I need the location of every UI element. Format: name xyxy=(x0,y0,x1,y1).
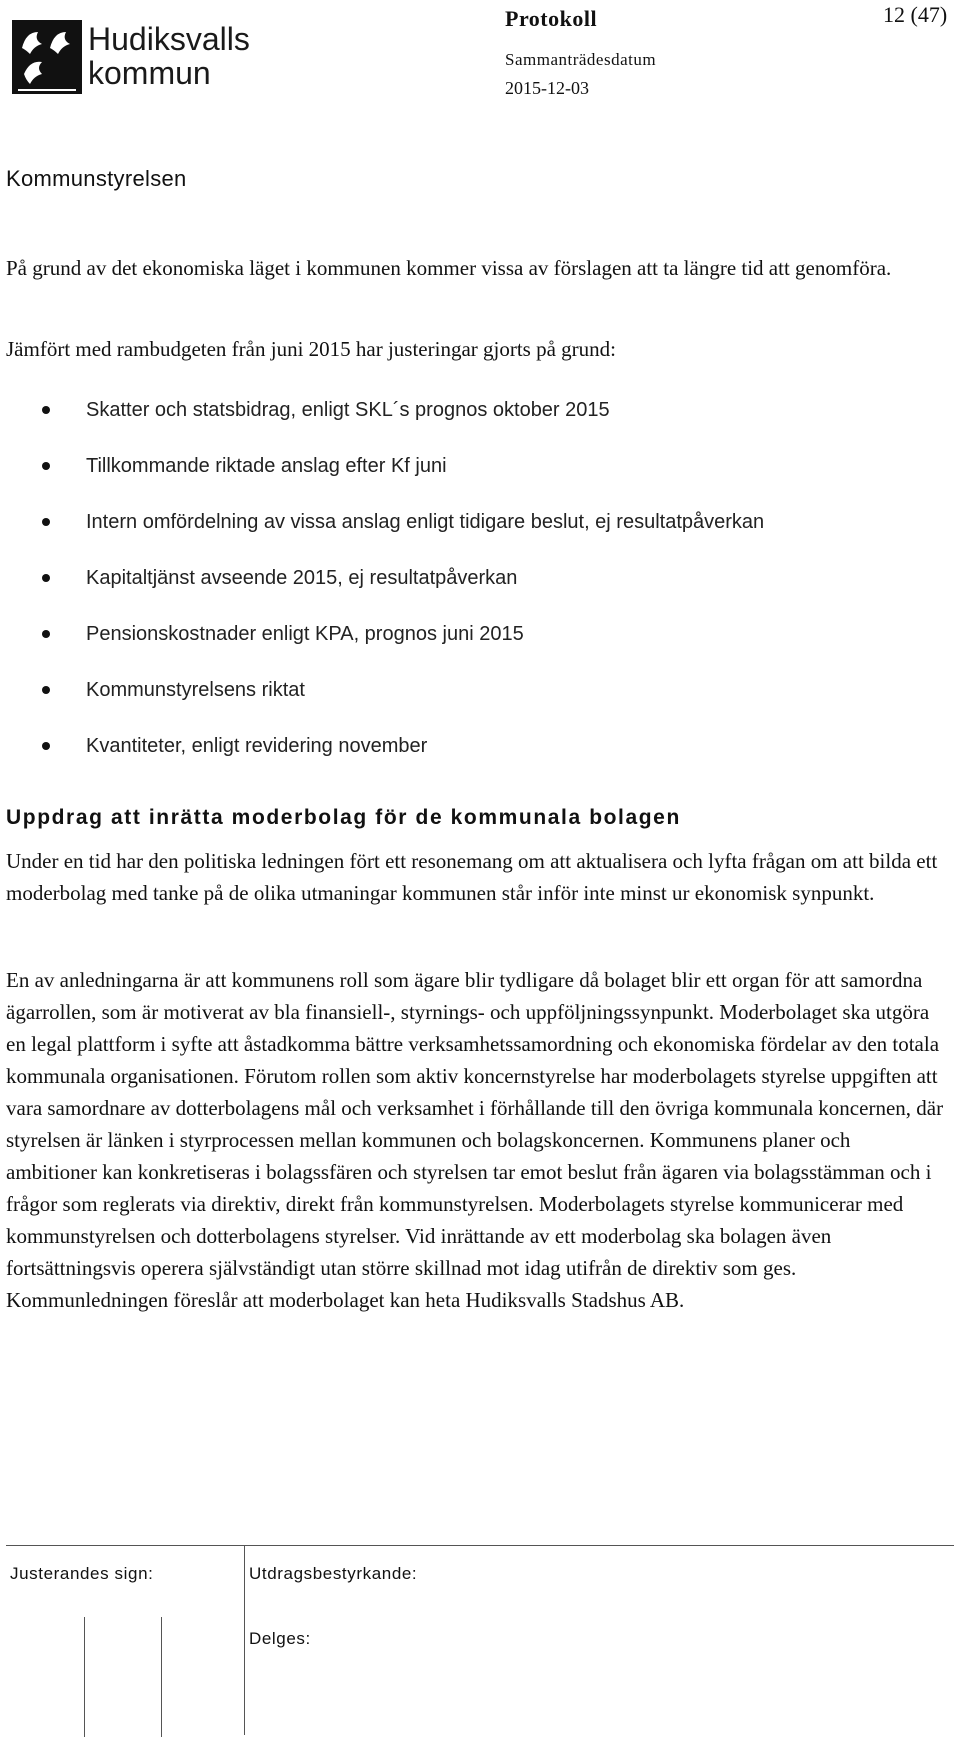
page-number: 12 (47) xyxy=(883,2,948,27)
logo-line-1: Hudiksvalls xyxy=(88,21,250,57)
list-item: Intern omfördelning av vissa anslag enligt tidigare beslut, ej resultatpåverkan xyxy=(40,506,940,562)
document-type: Protokoll xyxy=(505,6,598,31)
intro-paragraph: På grund av det ekonomiska läget i kommunen kommer vissa av förslagen att ta längre tid att genomföra. xyxy=(6,256,892,280)
delges-label: Delges: xyxy=(249,1629,311,1648)
section-heading: Uppdrag att inrätta moderbolag för de kommunala bolagen xyxy=(6,806,681,829)
list-item: Kvantiteter, enligt revidering november xyxy=(40,730,940,786)
organization-name: Kommunstyrelsen xyxy=(6,166,187,191)
list-item: Pensionskostnader enligt KPA, prognos juni 2015 xyxy=(40,618,940,674)
adjustments-intro: Jämfört med rambudgeten från juni 2015 har justeringar gjorts på grund: xyxy=(6,337,617,361)
justerandes-sign-label: Justerandes sign: xyxy=(10,1564,154,1583)
adjustments-list xyxy=(40,394,940,786)
municipality-logo-text xyxy=(88,22,250,90)
utdragsbestyrkande-label: Utdragsbestyrkande: xyxy=(249,1564,418,1583)
date-label: Sammanträdesdatum xyxy=(505,50,657,69)
list-item: Tillkommande riktade anslag efter Kf juni xyxy=(40,450,940,506)
meeting-date: 2015-12-03 xyxy=(505,78,589,98)
footer-sign-box xyxy=(84,1617,162,1737)
logo-line-2: kommun xyxy=(88,55,211,91)
list-item: Kommunstyrelsens riktat xyxy=(40,674,940,730)
section-paragraph-2: En av anledningarna är att kommunens roll som ägare blir tydligare då bolaget blir ett organ för att samordna ägarrollen, som är motiverat av bla finansiell-, styrnings- och uppföljningssynpunkt. Moderbolaget ska utgöra en legal plattform i syfte att åstadkomma bättre verksamhetssamordning och ekonomiska fördelar av den totala kommunala organisationen. Förutom rollen som aktiv koncernstyrelse har moderbolagets styrelse uppgiften att vara samordnare av dotterbolagens mål och verksamhet i förhållande till den övriga kommunala koncernen, där styrelsen är länken i styrprocessen mellan kommunen och bolagskoncernen. Kommunens planer och ambitioner kan konkretiseras i bolagssfären och styrelsen tar emot beslut från ägaren via bolagsstämman och i frågor som reglerats via direktiv, direkt från kommunstyrelsen. Moderbolagets styrelse kommunicerar med kommunstyrelsen och dotterbolagens styrelser. Vid inrättande av ett moderbolag ska bolagen även fortsättningsvis operera självständigt utan större skillnad mot idag utifrån de direktiv som ges. Kommunledningen föreslår att moderbolaget kan heta Hudiksvalls Stadshus AB. xyxy=(6,968,944,1312)
list-item: Skatter och statsbidrag, enligt SKL´s prognos oktober 2015 xyxy=(40,394,940,450)
section-paragraph-1: Under en tid har den politiska ledningen fört ett resonemang om att aktualisera och lyfta frågan om att bilda ett moderbolag med tanke på de olika utmaningar kommunen står inför inte minst ur ekonomisk synpunkt. xyxy=(6,849,938,905)
list-item: Kapitaltjänst avseende 2015, ej resultatpåverkan xyxy=(40,562,940,618)
